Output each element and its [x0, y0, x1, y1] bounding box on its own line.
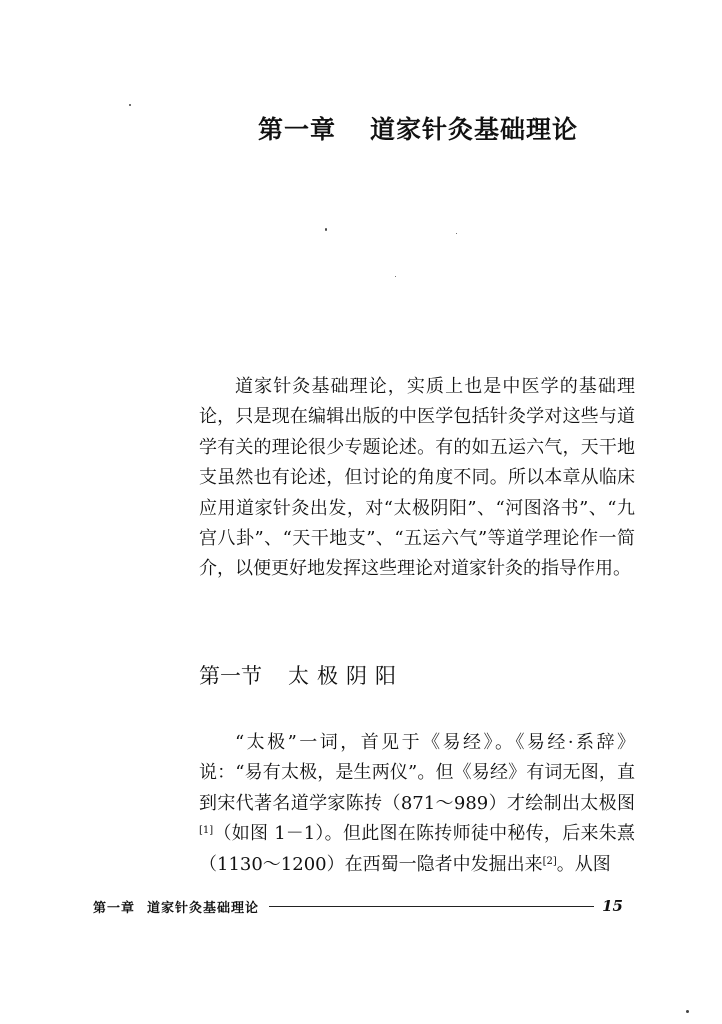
scan-speck — [456, 233, 457, 234]
body-text-3: 。从图 — [556, 853, 611, 875]
chapter-title — [258, 110, 578, 146]
body-text-1: “太极”一词，首见于《易经》。《易经·系辞》说：“易有太极，是生两仪”。但《易经》有词无图，直到宋代著名道学家陈抟（871～989）才绘制出太极图 — [199, 732, 635, 814]
page-number: 15 — [602, 897, 623, 915]
section-name: 太极阴阳 — [288, 664, 404, 688]
footer-chapter-label: 第一章 — [93, 900, 136, 916]
scan-speck — [686, 1010, 689, 1013]
footnote-ref-2: [2] — [542, 855, 557, 867]
footer-chapter-title: 道家针灸基础理论 — [147, 900, 260, 916]
intro-paragraph: 道家针灸基础理论，实质上也是中医学的基础理论，只是现在编辑出版的中医学包括针灸学对这些与道学有关的理论很少专题论述。有的如五运六气，天干地支虽然也有论述，但讨论的角度不同。所以本章从临床应用道家针灸出发，对“太极阴阳”、“河图洛书”、“九宫八卦”、“天干地支”、“五运六气”等道学理论作一简介，以便更好地发挥这些理论对道家针灸的指导作用。 — [199, 376, 635, 580]
section-title — [199, 660, 404, 690]
section-number: 第一节 — [199, 664, 262, 688]
chapter-name: 道家针灸基础理论 — [370, 115, 579, 144]
body-paragraph — [199, 728, 635, 880]
footer-rule — [269, 906, 594, 907]
running-footer — [93, 896, 623, 916]
scan-speck — [325, 228, 327, 231]
scan-speck — [129, 104, 131, 106]
chapter-number: 第一章 — [258, 115, 337, 144]
footer-chapter — [93, 897, 259, 916]
body-text-2: （如图 1－1）。但此图在陈抟师徒中秘传，后来朱熹（1130～1200）在西蜀一隐者中发掘出来 — [199, 823, 635, 875]
footnote-ref-1: [1] — [199, 825, 214, 837]
scan-speck — [395, 276, 396, 277]
